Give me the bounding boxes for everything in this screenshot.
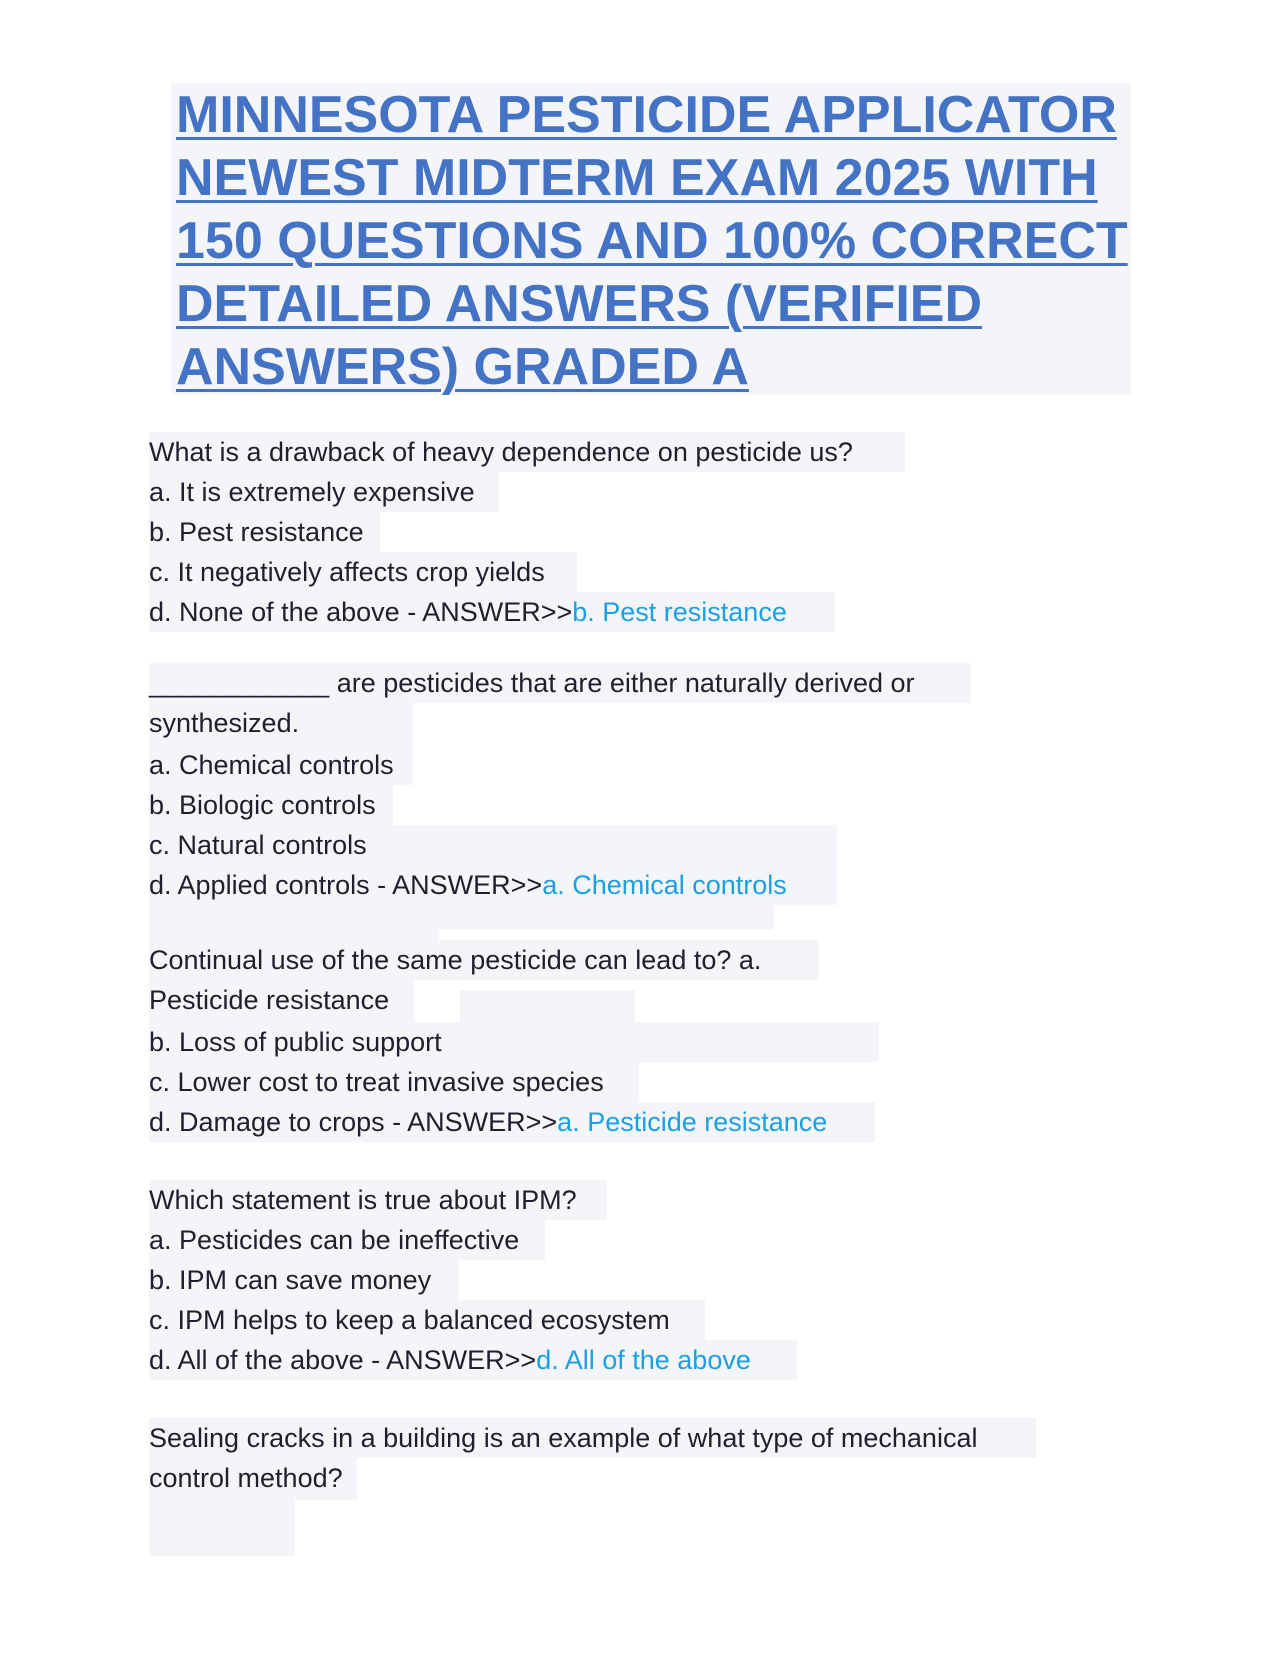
option-text: b. Biologic controls: [149, 790, 376, 820]
option-text: a. Pesticides can be ineffective: [149, 1225, 520, 1255]
option-text: c. Lower cost to treat invasive species: [149, 1067, 604, 1097]
option-answer-line: [149, 592, 787, 632]
answer-text: b. Pest resistance: [572, 597, 787, 627]
question-text: Sealing cracks in a building is an example of what type of mechanical: [149, 1423, 978, 1453]
answer-text: a. Chemical controls: [542, 870, 787, 900]
title-line: NEWEST MIDTERM EXAM 2025 WITH: [176, 149, 1098, 207]
answer-text: d. All of the above: [536, 1345, 751, 1375]
option-text: c. Natural controls: [149, 830, 367, 860]
option-text: d. Damage to crops - ANSWER>>: [149, 1107, 558, 1137]
document-title: [176, 84, 1128, 399]
title-line: MINNESOTA PESTICIDE APPLICATOR: [176, 86, 1117, 144]
title-line: ANSWERS) GRADED A: [176, 338, 749, 396]
question-text: Continual use of the same pesticide can lead to? a.: [149, 945, 762, 975]
option-text: b. Pest resistance: [149, 517, 364, 547]
title-line: DETAILED ANSWERS (VERIFIED: [176, 275, 983, 333]
option-answer-line: [149, 1340, 751, 1380]
option-text: a. It is extremely expensive: [149, 477, 475, 507]
option-answer-line: [149, 1102, 827, 1142]
option-text: d. All of the above - ANSWER>>: [149, 1345, 537, 1375]
question-text: What is a drawback of heavy dependence on pesticide us?: [149, 437, 853, 467]
text-highlight: [460, 990, 635, 1022]
option-text: Pesticide resistance: [149, 985, 390, 1015]
question-text: synthesized.: [149, 708, 300, 738]
option-text: a. Chemical controls: [149, 750, 394, 780]
text-highlight: [149, 905, 774, 930]
answer-text: a. Pesticide resistance: [557, 1107, 828, 1137]
question-text: ____________ are pesticides that are either naturally derived or: [149, 668, 915, 698]
title-line: 150 QUESTIONS AND 100% CORRECT: [176, 212, 1128, 270]
option-text: b. Loss of public support: [149, 1027, 442, 1057]
option-text: c. IPM helps to keep a balanced ecosystem: [149, 1305, 670, 1335]
question-text: Which statement is true about IPM?: [149, 1185, 577, 1215]
text-highlight: [149, 1500, 295, 1556]
text-highlight: [149, 930, 439, 940]
option-text: d. Applied controls - ANSWER>>: [149, 870, 543, 900]
question-text: control method?: [149, 1463, 343, 1493]
option-text: b. IPM can save money: [149, 1265, 432, 1295]
option-text: d. None of the above - ANSWER>>: [149, 597, 573, 627]
option-text: c. It negatively affects crop yields: [149, 557, 545, 587]
option-answer-line: [149, 865, 787, 905]
